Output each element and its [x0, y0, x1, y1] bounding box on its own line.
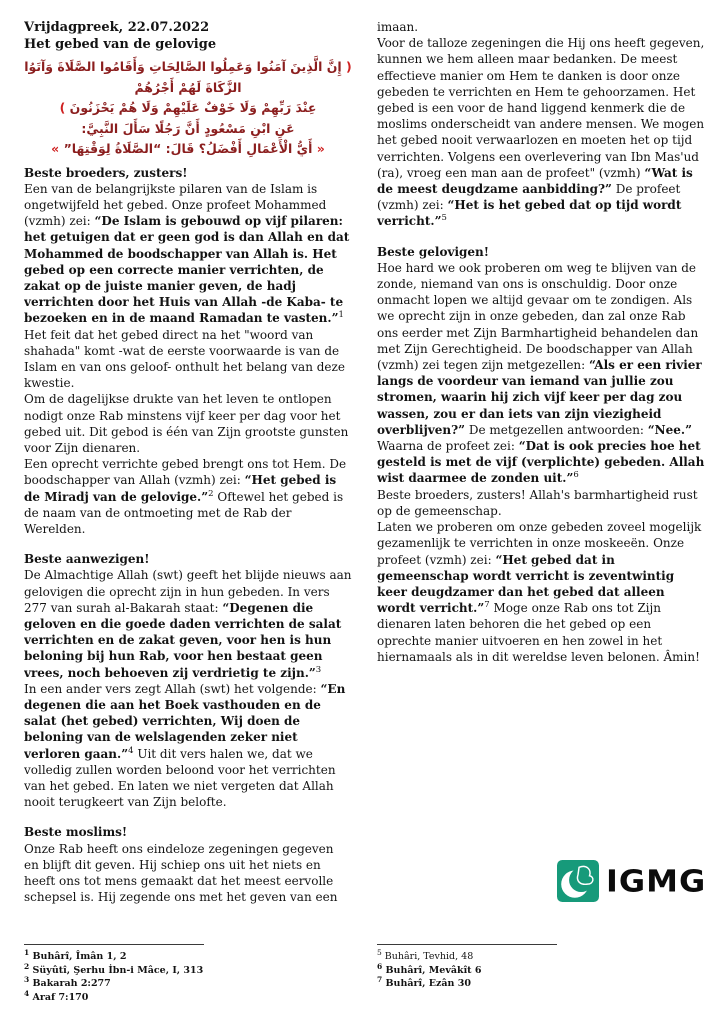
footnote-list-left [24, 947, 352, 1004]
arabic-bracket: « [312, 141, 325, 156]
body-text: Waarna de profeet zei: [377, 439, 519, 454]
paragraph [24, 567, 352, 680]
footnotes-right [377, 944, 707, 991]
quote-bold-text: “Dat is ook precies hoe het gesteld is met de vijf (verplichte) gebeden. Allah wist daarmee de zonden uit.” [377, 439, 705, 486]
section-heading: Beste broeders, zusters! [24, 165, 188, 180]
quote-bold-text: “Het is het gebed dat op tijd wordt verricht.” [377, 198, 682, 229]
footnote-item: $^3$ Bakarah 2:277 [24, 974, 111, 989]
quote-bold-text: “Nee.” [647, 422, 693, 437]
arabic-line [24, 139, 352, 160]
footnote-separator [24, 944, 204, 945]
body-text: Uit dit vers halen we, dat we volledig zullen worden beloond voor het verrichten van het gebed. En laten we niet vergeten dat Allah nooit terugkeert van Zijn belofte. [24, 746, 336, 810]
left-column [24, 0, 352, 1024]
footnote-number: 5 [377, 947, 382, 957]
quote-bold-text: “Degenen die geloven en die goede daden verrichten de salat verrichten en de zakat geven, voor hen is hun beloning bij hun Rab, voor hen bestaat geen vrees, noch behoeven zij verdrietig te zijn.” [24, 600, 342, 680]
footnote-reference: 3 [315, 664, 322, 675]
paragraph [377, 19, 707, 35]
igmg-crescent-icon [557, 860, 599, 902]
body-text: Beste broeders, zusters! Allah's barmhartigheid rust op de gemeenschap. [377, 487, 698, 518]
left-body-text [24, 165, 352, 906]
paragraph [24, 181, 352, 327]
paragraph [24, 391, 352, 456]
paragraph [24, 456, 352, 537]
body-text: Het feit dat het gebed direct na het "woord van shahada" komt -wat de eerste voorwaarde is van de Islam en van ons geloof- onthult het belang van deze kwestie. [24, 327, 345, 391]
footnote-number: 1 [24, 947, 30, 957]
igmg-logo [557, 860, 706, 902]
arabic-bracket: ) [59, 100, 70, 115]
footnote-item: $^6$ Buhârî, Mevâkît 6 [377, 961, 482, 976]
footnote-reference: 6 [573, 470, 579, 481]
arabic-line [24, 98, 352, 119]
footnote-reference: 5 [441, 213, 447, 224]
arabic-line [24, 119, 352, 140]
date-line: Vrijdagpreek, 22.07.2022 [24, 20, 210, 35]
footnote-item: $^1$ Buhârî, Îmân 1, 2 [24, 947, 127, 962]
quote-bold-text: “Het gebed dat in gemeenschap wordt verricht is zeventwintig keer deugdzamer dan het gebed dat alleen wordt verricht.” [377, 552, 675, 616]
igmg-logo-text: IGMG [606, 862, 707, 900]
quote-bold-text: “Wat is de meest deugdzame aanbidding?” [377, 165, 693, 197]
body-text: Een oprecht verrichte gebed brengt ons tot Hem. De boodschapper van Allah (vzmh) zei: [24, 457, 347, 488]
footnote-item: $^7$ Buhârî, Ezân 30 [377, 974, 471, 989]
footnote-number: 3 [24, 974, 30, 984]
footnote-item: $^2$ Süyûtî, Şerhu İbn-i Mâce, I, 313 [24, 961, 204, 976]
quote-bold-text: “Als er een rivier langs de voordeur van iemand van jullie zou stromen, waarin hij zich vijf keer per dag zou wassen, zou er dan iets van zijn viezigheid overblijven?” [377, 358, 702, 437]
quote-bold-text: “De Islam is gebouwd op vijf pilaren: het getuigen dat er geen god is dan Allah en dat Mohammed de boodschapper van Allah is. Het gebed op een correcte manier verrichten, de zakat op de juiste manier geven, de hadj verrichten door het Huis van Allah -de Kaba- te bezoeken en in de maand Ramadan te vasten.” [24, 214, 350, 326]
body-text: Een van de belangrijkste pilaren van de Islam is ongetwijfeld het gebed. Onze profeet Mohammed (vzmh) zei: [24, 181, 327, 229]
right-column-content [377, 0, 707, 665]
right-body-text [377, 19, 707, 665]
body-text: عِنْدَ رَبِّهِمْ وَلَا خَوْفٌ عَلَيْهِمْ وَلَا هُمْ يَحْزَنُونَ [69, 100, 317, 115]
quote-bold-text: “En degenen die aan het Boek vasthouden en de salat (het gebed) verrichten, Wij doen de beloning van de welslagenden zeker niet verloren gaan.” [24, 681, 346, 761]
body-text: In een ander vers zegt Allah (swt) het volgende: [24, 681, 321, 696]
footnotes-left [24, 944, 352, 1004]
body-text: عَنِ ابْنِ مَسْعُودٍ أَنَّ رَجُلًا سَأَلَ النَّبِيَّ: [81, 120, 295, 136]
arabic-quote-block [24, 57, 352, 160]
footnote-number: 7 [377, 974, 383, 984]
body-text: Onze Rab heeft ons eindeloze zegeningen gegeven en blijft dit geven. Hij schiep ons uit het niets en heeft ons tot mens gemaakt dat het meest eervolle schepsel is. Hij zegende ons met het geven van een [24, 841, 338, 905]
body-text: De Almachtige Allah (swt) geeft het blijde nieuws aan gelovigen die oprecht zijn in hun gebeden. In vers 277 van surah al-Bakarah staat: [24, 568, 352, 615]
body-text: أَيُّ الْأَعْمَالِ أَفْضَلُ؟ قَالَ: “الصَّلَاةُ لِوَقْتِهَا” [63, 141, 313, 156]
left-column-content [24, 0, 352, 905]
right-column [377, 0, 707, 1024]
footnote-reference: 4 [128, 745, 134, 756]
footnote-reference: 2 [208, 488, 214, 499]
footnote-reference: 1 [338, 310, 344, 321]
footnote-reference: 7 [484, 600, 490, 611]
body-text: إِنَّ الَّذِينَ آمَنُوا وَعَمِلُوا الصَّالِحَاتِ وَأَقَامُوا الصَّلَاةَ وَآتَوُا الزَّكَاةَ لَهُمْ أَجْرُهُمْ [24, 59, 342, 95]
section-heading: Beste moslims! [24, 825, 128, 840]
section-heading: Beste gelovigen! [377, 244, 490, 259]
paragraph [377, 487, 707, 519]
footnote-item: $^4$ Araf 7:170 [24, 988, 89, 1003]
footnote-separator [377, 944, 557, 945]
body-text: Laten we proberen om onze gebeden zoveel mogelijk gezamenlijk te verrichten in onze moskeeën. Onze profeet (vzmh) zei: [377, 520, 702, 567]
body-text: Oftewel het gebed is de naam van de ontmoeting met de Rab der Werelden. [24, 489, 344, 536]
body-text: imaan. [377, 20, 419, 34]
footnote-number: 4 [24, 988, 30, 998]
body-text: Voor de talloze zegeningen die Hij ons heeft gegeven, kunnen we hem alleen maar bedanken. De meest effectieve manier om Hem te danken is door onze gebeden te verrichten en Hem te gehoorzamen. Het gebed is een voor de hand liggend kenmerk die de moslims onderscheidt van andere mensen. We mogen het gebed nooit verwaarlozen en moeten het op tijd verrichten. Volgens een overlevering van Ibn Mas'ud (ra), vroeg een man aan de profeet" (vzmh) [377, 36, 705, 180]
body-text: Hoe hard we ook proberen om weg te blijven van de zonde, niemand van ons is onschuldig. Door onze onmacht lopen we altijd gevaar om te zondigen. Als we oprecht zijn in onze gebeden, dan zal onze Rab ons eerder met Zijn Barmhartigheid behandelen dan met Zijn Gerechtigheid. De boodschapper van Allah (vzmh) zei tegen zijn metgezellen: [377, 260, 699, 373]
arabic-bracket: ( [341, 59, 352, 74]
body-text: Moge onze Rab ons tot Zijn dienaren laten behoren die het gebed op een oprechte manier uitvoeren en hen zowel in het hiernamaals als in dit wereldse leven belonen. Âmin! [377, 601, 700, 664]
arabic-bracket: » [51, 141, 64, 156]
document-title: Het gebed van de gelovige [24, 37, 217, 52]
footnote-number: 6 [377, 961, 383, 971]
paragraph [377, 519, 707, 665]
footnote-number: 2 [24, 961, 30, 971]
paragraph [24, 327, 352, 392]
paragraph [377, 260, 707, 487]
body-text: De profeet (vzmh) zei: [377, 182, 681, 213]
quote-bold-text: “Het gebed is de Miradj van de gelovige.” [24, 473, 337, 504]
paragraph [24, 841, 352, 906]
footnote-list-right [377, 947, 707, 991]
paragraph [377, 35, 707, 229]
arabic-line [24, 57, 352, 98]
paragraph [24, 681, 352, 811]
body-text: Om de dagelijkse drukte van het leven te ontlopen nodigt onze Rab minstens vijf keer per dag voor het gebed uit. Dit gebod is één van Zijn grootste gunsten voor Zijn dienaren. [24, 392, 349, 455]
body-text: De metgezellen antwoorden: [465, 422, 648, 437]
footnote-item: $^5$ Buhâri, Tevhid, 48 [377, 947, 474, 962]
section-heading: Beste aanwezigen! [24, 552, 150, 567]
